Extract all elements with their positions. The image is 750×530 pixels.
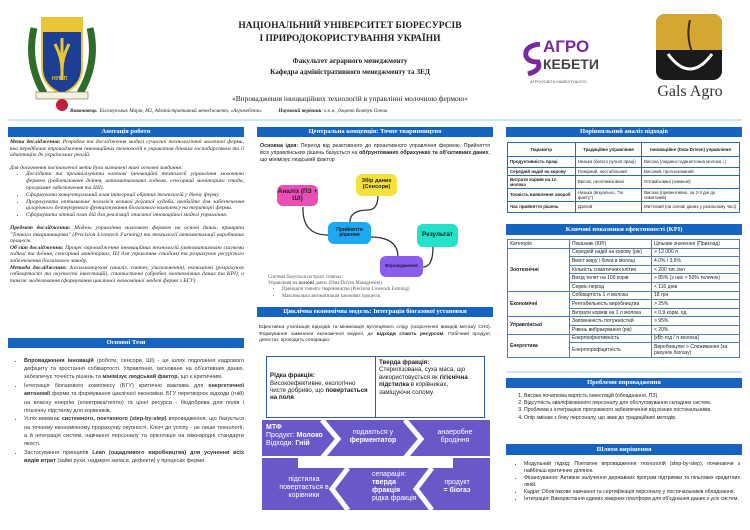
- kpi-target: 18 грн: [652, 291, 740, 300]
- step-fermenter: [343, 429, 403, 445]
- kpi-category: Зоотехнічні: [508, 248, 570, 291]
- section-kpi-header: Ключові показники ефективності (KPI): [506, 224, 742, 235]
- divider: [506, 371, 742, 373]
- solid-text: Стерилізована, суха маса, що використовується як: [379, 366, 466, 381]
- kpi-category: Економічні: [508, 291, 570, 317]
- author-label: Виконавець: [70, 108, 97, 114]
- poster-title: «Впровадження інноваційних технологій в управлінні молочною фермою»: [232, 94, 468, 103]
- thesis-bold: Впровадження інновацій: [24, 358, 94, 364]
- solutions-list: [506, 461, 740, 503]
- table-cell: Миттєвий (на основі даних у реальному часі): [642, 201, 740, 212]
- kpi-category: Управлінські: [508, 317, 570, 334]
- tasks-list: [10, 171, 244, 219]
- mindmap-node-implementation: Впровадження: [380, 256, 423, 277]
- pillars-intro: Система базується на трьох стовпах:: [268, 275, 343, 280]
- subject-text: Модель управління молочною фермою на основі даних, принципи "Точного тваринництва" (Precision Livestock Farming) та технології автоматизації виробничих процесів.: [10, 225, 244, 245]
- kpi-target: < 110 днів: [652, 282, 740, 291]
- table-row: [508, 188, 740, 201]
- solution-item: • Інтеграція: Використання єдиних хмарних платформ для об'єднання даних з усіх систем.: [524, 496, 740, 503]
- table-header-row: [508, 240, 740, 249]
- table-cell: Довгий: [575, 201, 641, 212]
- thesis-text: (роботи, сенсори, ШІ) - це шлях подолання кадрового дефіциту та зростання собівартості. Управління, засноване на об'єктивних даних, забезпечує точність рішень та: [24, 358, 244, 381]
- mtf-label: МТФ: [266, 424, 282, 431]
- kpi-indicator: Вміст жиру / білка в молоці: [570, 257, 652, 266]
- step-mtf: [266, 424, 326, 448]
- task-item: • Сформувати концептуальний план інтеграції обраних технологій у діючу ферму.: [26, 192, 244, 199]
- concept-idea: [260, 143, 490, 164]
- table-cell: Витрати кормів на 1л молока: [508, 175, 576, 188]
- cycle-intro-end: . Побічний продукт, дигестат, проходить сепарацію:: [259, 331, 491, 343]
- table-row: [508, 317, 740, 326]
- mindmap-node-analysis: Аналіз (ПЗ + ШІ): [277, 185, 318, 206]
- idea-text-end: , що мінімізує людський фактор: [260, 150, 490, 163]
- idea-bold: обґрунтованих обрахунках та об'єктивних даних: [359, 150, 489, 156]
- feed-bold: ферментатор: [349, 437, 397, 444]
- kpi-indicator: Енергоефективність: [570, 334, 652, 343]
- kpi-indicator: Собівартість 1 л молока: [570, 291, 652, 300]
- problems-list: [506, 393, 740, 422]
- thesis-text: Застосування принципів: [24, 449, 93, 456]
- idea-label: Основна ідея:: [260, 143, 299, 149]
- table-header-row: [508, 143, 740, 157]
- table-row: [508, 334, 740, 343]
- thesis-text: ферми та формування циклічної економіки. БГУ перетворює відходи (гній) на власну енергію (електрика/тепло) та цінні ресурси - біодобрива для полів і гігієнічну підстилку для корівників.: [24, 391, 244, 414]
- supervisor: : к.е.н., доцент Ковтун Олена: [321, 108, 388, 114]
- table-cell: Висока (людино-година/тонна молока ↓): [642, 157, 740, 168]
- kpi-target: Виробництво > Споживання (за рахунок біогазу): [652, 343, 740, 358]
- thesis-bold: мінімізує людський фактор: [102, 374, 178, 381]
- liquid-text: Високоефективне, екологічно чисте добриво, що: [270, 379, 356, 394]
- kpi-target: < 200 тис./мл: [652, 265, 740, 274]
- table-row: [508, 291, 740, 300]
- cycle-intro: [259, 325, 491, 345]
- product-label: Продукт:: [266, 432, 297, 439]
- tasks-intro: Для досягнення поставленої мети були визначені такі основні завдання:: [10, 164, 183, 171]
- liquid-fraction: [267, 357, 376, 417]
- liquid-title: Рідка фракція:: [270, 372, 315, 380]
- column-header: Показник (KPI): [570, 240, 652, 249]
- kpi-target: > 95%: [652, 317, 740, 326]
- mindmap-node-result: Результат: [417, 224, 458, 247]
- column-header: Традиційне управління: [575, 143, 641, 157]
- pillar-text: Управління на: [268, 281, 299, 286]
- table-cell: Помірний, нестабільний: [575, 168, 641, 176]
- biogas-text: продукт: [444, 479, 470, 486]
- pillar-bold: основі: [298, 281, 315, 286]
- column-header: Категорія: [508, 240, 570, 249]
- mindmap-node-decision: Прийняття рішення: [328, 222, 371, 244]
- thesis-text: Інтеграція біогазового комплексу (БГУ) критично важлива для: [24, 383, 209, 390]
- table-cell: Високий, прогнозований: [642, 168, 740, 176]
- mindmap-node-data: Збір даних (Сенсори): [356, 174, 397, 196]
- table-row: [508, 168, 740, 176]
- methods-text: Загальнонаукові (аналіз, синтез, узагальнення), економічні (розрахунок собівартості та окупності інвестицій), статистичні (обробка зоотехнічних даних та KPI), а також моделювання (формування циклічної економічної моделі ферми з БГУ).: [10, 264, 244, 284]
- separation-text: сепарація:: [372, 471, 407, 478]
- methods-label: Методи дослідження:: [10, 264, 67, 271]
- kpi-indicator: Рентабельність виробництва: [570, 300, 652, 309]
- kpi-indicator: Середній надій на корову (рік): [570, 248, 652, 257]
- step-separation: [372, 471, 422, 503]
- kpi-indicator: Сервіс-період: [570, 282, 652, 291]
- agro-logo-text-1: АГРО: [543, 37, 590, 56]
- kpi-indicator: Рівень вибракування (рік): [570, 325, 652, 334]
- table-cell: Середній надій на корову: [508, 168, 576, 176]
- solution-item: • Модульний підхід: Поетапне впровадження технологій (step-by-step), починаючи з найбільш критичних ділянок.: [524, 461, 740, 474]
- agro-kebety-logo: [522, 38, 627, 90]
- solid-fraction: [376, 357, 484, 417]
- object-text: Процес впровадження інноваційних технологій (автоматизовані системи годівлі та доїння, сенсорний моніторинг, ПЗ для управління стадом) та розрахунок ресурсного забезпечення біогазового заводу.: [10, 244, 244, 264]
- thesis-item: [24, 357, 244, 382]
- step-bedding: підстилка повертається в корівники: [279, 476, 329, 499]
- column-header: Інноваційне (Data-Driven) управління: [642, 143, 740, 157]
- table-row: [508, 201, 740, 212]
- table-cell: Точність виявлення хвороб: [508, 188, 576, 201]
- table-row: [508, 248, 740, 257]
- table-row: [508, 175, 740, 188]
- step-biogas: [432, 479, 482, 495]
- object-label: Об'єкт дослідження:: [10, 244, 64, 251]
- thesis-bold: системного, поетапного (step-by-step): [61, 416, 167, 423]
- table-cell: Оптимізовані (знижені): [642, 175, 740, 188]
- pillar-item: • Принципи точного тваринництва (Precision Livestock Farming): [282, 287, 468, 293]
- step-anaerobic: анаеробне бродіння: [437, 429, 473, 444]
- solid-bold: гігієнічна підстилка: [379, 373, 468, 389]
- section-concept-header: Центральна концепція: Точне тваринництво: [257, 127, 493, 137]
- faculty-block: [200, 56, 500, 77]
- task-item: • Сформувати чіткий план дій для реалізації описаної інноваційної моделі управління.: [26, 212, 244, 219]
- problem-item: 1. Висока початкова вартість інвестицій (обладнання, ПЗ).: [524, 393, 740, 400]
- header-divider: [8, 119, 742, 121]
- author: : Білозерських Марія, М2, Адміністративний менеджмент, «Агрокебети»: [96, 108, 262, 114]
- subject-label: Предмет дослідження:: [10, 225, 71, 232]
- kpi-target: > 12 000 л: [652, 248, 740, 257]
- biogas-bold: = біогаз: [443, 487, 471, 494]
- table-row: [508, 157, 740, 168]
- kpi-category: Енергетика: [508, 334, 570, 357]
- section-solutions-header: Шляхи вирішення: [506, 444, 742, 455]
- supervisor-label: Науковий керівник: [278, 108, 322, 114]
- gals-agro-logo: [654, 14, 726, 106]
- table-cell: Низька (багато ручної праці): [575, 157, 641, 168]
- section-theses-header: Основні Тези: [8, 338, 244, 348]
- thesis-item: [24, 415, 244, 448]
- product-value: Молоко: [296, 432, 323, 439]
- university-name: [200, 20, 500, 46]
- separation-text: рідка фракція: [372, 495, 417, 502]
- problem-item: 4. Опір змінам з боку персоналу, що звик до традиційних методів.: [524, 415, 740, 422]
- solution-item: • Кадри: Обов'язкове навчання та сертифікація персоналу у постачальників обладнання.: [524, 489, 740, 496]
- table-cell: Висока (превентивно, за 2-3 дні до симптомів): [642, 188, 740, 201]
- department: Кафедра адміністративного менеджменту та ЗЕД: [270, 67, 430, 76]
- annotation-text: [10, 139, 244, 284]
- table-cell: Високі, неоптимізовані: [575, 175, 641, 188]
- column-header: Цільове значення (Приклад): [652, 240, 740, 249]
- kpi-indicator: Кількість соматичних клітин: [570, 265, 652, 274]
- fractions-box: [266, 356, 485, 418]
- task-item: • Прорахувати оптимальне поголів'я великої рогатої худоби, необхідне для забезпечення цілорічного безперервного функціонування біогазового комплексу на території ферми.: [26, 199, 244, 212]
- kpi-target: < 0.9 корм. од.: [652, 308, 740, 317]
- authors-line: [70, 108, 630, 114]
- theses-list: [8, 357, 244, 466]
- waste-label: Відходи:: [266, 440, 296, 447]
- thesis-text: (зайві рухи, надмірні запаси, дефекти) у процесах ферми.: [55, 457, 206, 464]
- gals-logo-text: Gals Agro: [657, 83, 723, 100]
- problem-item: 3. Проблеми з інтеграцією програмного забезпечення від різних постачальників.: [524, 407, 740, 414]
- separation-bold: тверда фракція: [372, 479, 401, 494]
- liquid-bold: повертається на поля: [270, 387, 368, 402]
- section-cycle-header: Циклічна економічна модель: Інтеграція біогазової установки: [257, 307, 493, 317]
- kpi-indicator: Заповненість потужностей: [570, 317, 652, 326]
- solid-end: в корівниках, заміщуючи солому.: [379, 381, 449, 396]
- thesis-text: впровадження, що базується на точному економічному прорахунку окупності. Ключ до успіху - не лише технології, а й інтеграція систем, навчання персоналу та орієнтація на міжнародні стандарти якості.: [24, 416, 244, 448]
- university-line-2: І ПРИРОДОКОРИСТУВАННЯ УКРАЇНИ: [259, 34, 441, 44]
- pillar-item: • Максимальна автоматизація ключових процесів.: [282, 294, 468, 300]
- thesis-text: Успіх вимагає: [24, 416, 62, 423]
- thesis-item: [24, 449, 244, 465]
- kpi-target: 4.0% / 3.5%: [652, 257, 740, 266]
- section-problems-header: Проблеми впровадження: [506, 378, 742, 388]
- goal-label: Мета дослідження:: [10, 139, 61, 145]
- comparison-table: [507, 142, 740, 213]
- agro-logo-text-2: КЕБЕТИ: [543, 56, 599, 72]
- faculty: Факультет аграрного менеджменту: [292, 57, 408, 65]
- agro-logo-subtitle: АГРООСВІТА МАЙБУТНЬОГО: [530, 79, 587, 84]
- cycle-intro-text: Ефективна утилізація відходів та мінімізація вуглецевого сліду (скорочення викидів метану CH4). Формування замкненої економічної моделі, де: [259, 325, 491, 337]
- waste-value: Гній: [295, 440, 310, 447]
- kpi-table: [507, 239, 740, 358]
- kpi-indicator: Вихід телят на 100 корів: [570, 274, 652, 283]
- cycle-intro-bold: відходи стають ресурсом: [376, 331, 444, 337]
- kpi-target: < 20%: [652, 325, 740, 334]
- task-item: • Дослідити та проаналізувати ключові інноваційні технології управління молочною фермою (роботизоване доїння, автоматизована годівля, сенсорний моніторинг стада, програмне забезпечення та ШІ).: [26, 171, 244, 191]
- table-cell: Низька (візуально, "по факту"): [575, 188, 641, 201]
- logo-text: НУБіП: [52, 76, 68, 82]
- kpi-indicator: Витрати кормів на 1 л молока: [570, 308, 652, 317]
- thesis-bold: Lean (ощадливого виробництва) для усунення всіх видів втрат: [24, 449, 244, 464]
- university-line-1: НАЦІОНАЛЬНИЙ УНІВЕРСИТЕТ БІОРЕСУРСІВ: [238, 21, 462, 31]
- feed-text: подаються у: [352, 429, 394, 436]
- problem-item: 2. Відсутність кваліфікованого персоналу для обслуговування складних систем.: [524, 400, 740, 407]
- kpi-target: [кВт-год / л молока]: [652, 334, 740, 343]
- solid-title: Тверда фракція:: [379, 359, 430, 366]
- kpi-indicator: Енергопрофіцитність: [570, 343, 652, 358]
- thesis-text: , що є критичним.: [177, 374, 223, 381]
- solution-item: • Фінансування: Активне залучення державних програм підтримки та пільгових кредитних ліній.: [524, 475, 740, 488]
- table-cell: Продуктивність праці: [508, 157, 576, 168]
- pillar-text: даних (Data-Driven Management): [314, 281, 383, 286]
- section-comparison-header: Порівняльний аналіз підходів: [506, 127, 742, 137]
- column-header: Параметр: [508, 143, 576, 157]
- idea-text: Перехід від реактивного до проактивного управління фермою. Прийняття всіх управлінських рішень базується на: [260, 143, 490, 156]
- kpi-target: > 25%: [652, 300, 740, 309]
- university-logo: [24, 8, 100, 112]
- thesis-item: [24, 382, 244, 415]
- table-cell: Час прийняття рішень: [508, 201, 576, 212]
- pillars-block: [268, 275, 468, 300]
- thesis-bold: енергетичної автономії: [24, 383, 244, 398]
- kpi-target: > 85% (з них > 50% теличок): [652, 274, 740, 283]
- section-annotation-header: Анотація роботи: [8, 127, 244, 137]
- liquid-end: .: [293, 394, 296, 402]
- goal-text: Розробка та дослідження моделі сучасної технологічної молочної ферми, яка передбачає впровадження інноваційних технологій в управління діючим господарством та її адаптацію до українських реалій.: [10, 139, 244, 159]
